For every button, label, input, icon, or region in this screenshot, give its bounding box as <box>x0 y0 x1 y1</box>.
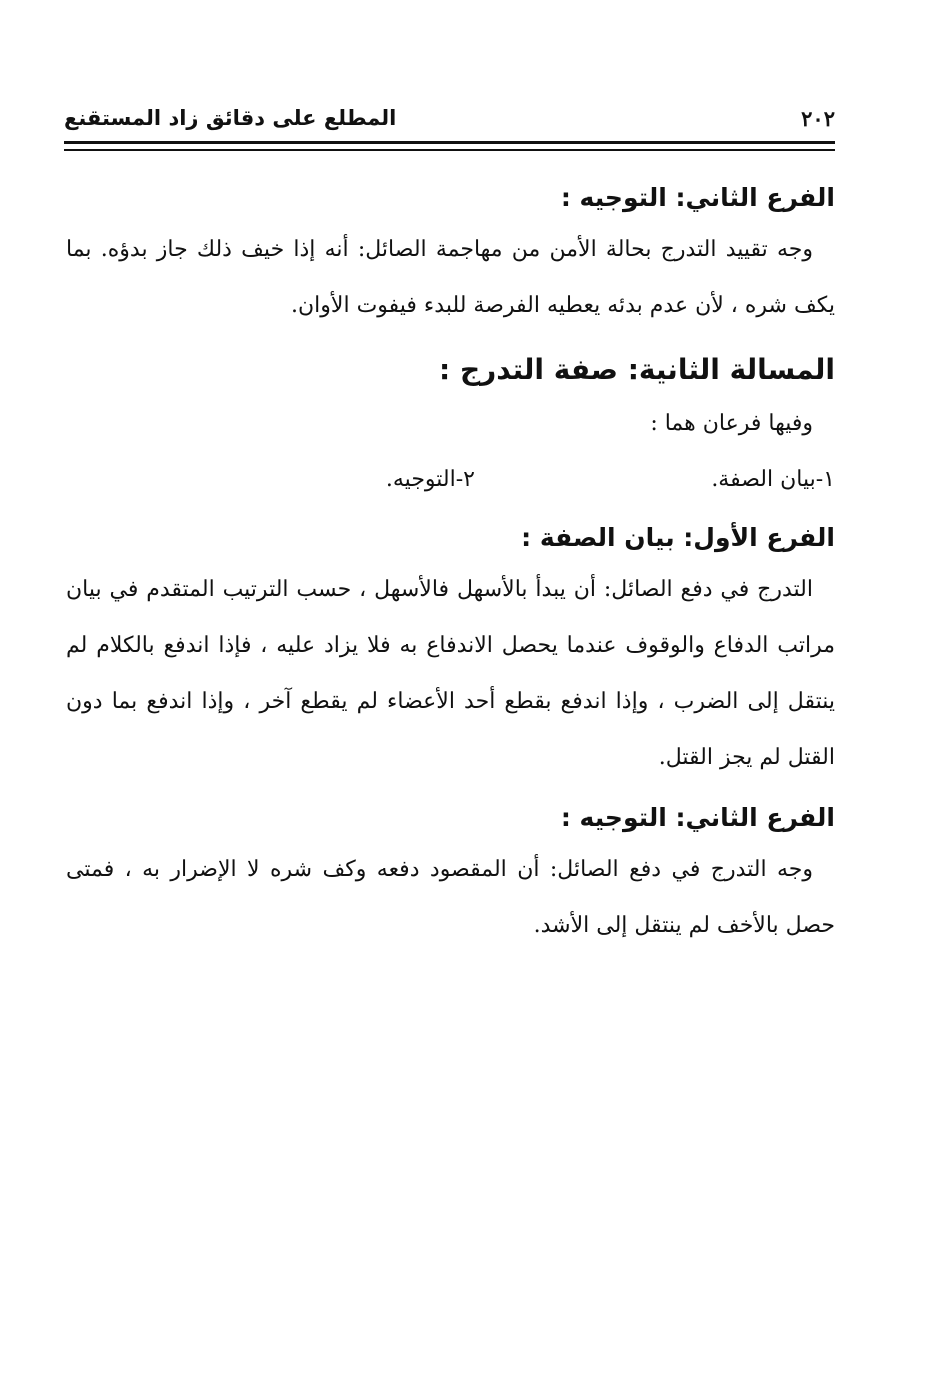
issue-two-heading: المسالة الثانية: صفة التدرج : <box>439 353 835 386</box>
issue-two-intro-text: وفيها فرعان هما : <box>650 411 813 436</box>
branch-two-heading-second: الفرع الثاني: التوجيه : <box>560 803 835 832</box>
issue-two-intro <box>66 396 835 452</box>
header-rule-thick <box>64 141 835 144</box>
list-item: ١-بيان الصفة. <box>711 467 835 492</box>
page-body <box>66 170 835 954</box>
branch-one-text: التدرج في دفع الصائل: أن يبدأ بالأسهل فالأسهل ، حسب الترتيب المتقدم في بيان مراتب الدفاع والوقوف عندما يحصل الاندفاع به فلا يزاد عليه ، فإذا اندفع بالكلام لم ينتقل إلى الضرب ، وإذا اندفع بقطع أحد الأعضاء لم يقطع آخر ، وإذا اندفع بما دون القتل لم يجز القتل. <box>66 577 835 770</box>
book-title: المطلع على دقائق زاد المستقنع <box>64 106 397 130</box>
issue-two-list <box>66 452 835 508</box>
running-header <box>64 100 835 140</box>
branch-two-paragraph <box>66 222 835 334</box>
branch-two-heading: الفرع الثاني: التوجيه : <box>560 183 835 212</box>
branch-one-paragraph <box>66 562 835 786</box>
branch-one-heading: الفرع الأول: بيان الصفة : <box>521 523 835 552</box>
page-number: ٢٠٢ <box>801 106 835 131</box>
header-rule-thin <box>64 149 835 151</box>
branch-two-text: وجه تقييد التدرج بحالة الأمن من مهاجمة الصائل: أنه إذا خيف ذلك جاز بدؤه. بما يكف شره ، لأن عدم بدئه يعطيه الفرصة للبدء فيفوت الأوان. <box>66 237 835 318</box>
list-item: ٢-التوجيه. <box>385 467 475 492</box>
branch-two-text-second: وجه التدرج في دفع الصائل: أن المقصود دفعه وكف شره لا الإضرار به ، فمتى حصل بالأخف لم ينتقل إلى الأشد. <box>66 857 835 938</box>
branch-two-paragraph-second <box>66 842 835 954</box>
